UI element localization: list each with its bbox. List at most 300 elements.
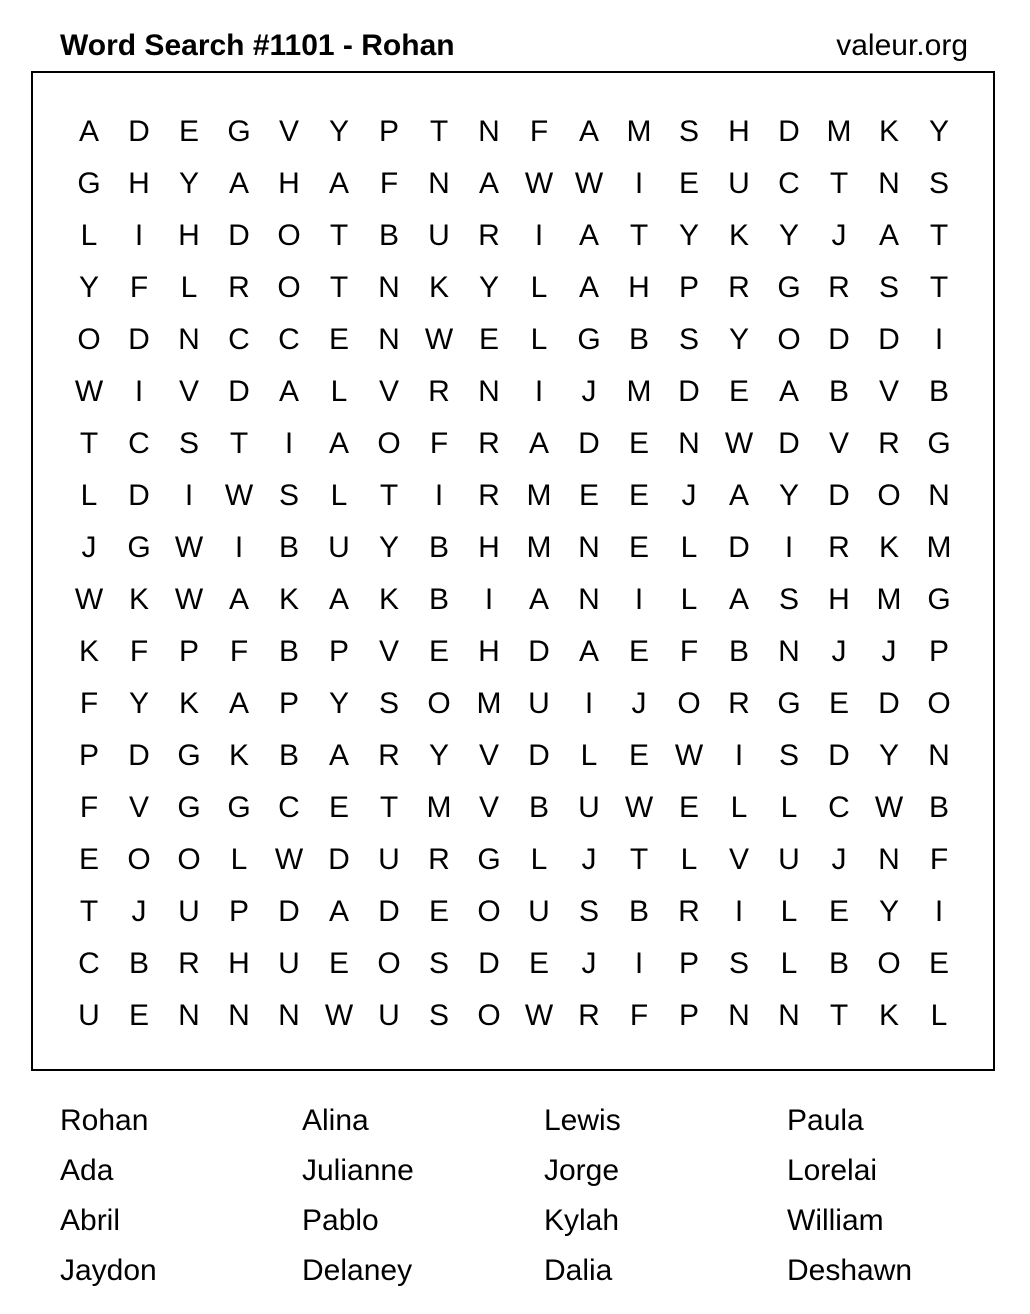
grid-letter: S xyxy=(178,427,199,460)
grid-letter: A xyxy=(328,583,349,616)
grid-letter: W xyxy=(174,583,204,616)
grid-letter: V xyxy=(278,115,299,148)
grid-letter: J xyxy=(581,947,597,980)
grid-letter: W xyxy=(424,323,454,356)
grid-letter: I xyxy=(484,583,494,616)
grid-letter: D xyxy=(778,427,800,460)
grid-letter: E xyxy=(528,947,549,980)
grid-letter: L xyxy=(930,999,948,1032)
grid-letter: A xyxy=(278,375,299,408)
grid-letter: E xyxy=(178,115,199,148)
grid-letter: T xyxy=(79,427,99,460)
grid-letter: A xyxy=(778,375,799,408)
grid-letter: E xyxy=(628,739,649,772)
grid-letter: E xyxy=(678,167,699,200)
grid-letter: T xyxy=(929,219,949,252)
grid-letter: K xyxy=(878,999,899,1032)
grid-letter: O xyxy=(77,323,101,356)
grid-letter: R xyxy=(478,479,500,512)
grid-letter: S xyxy=(678,115,699,148)
grid-letter: K xyxy=(78,635,99,668)
grid-letter: B xyxy=(628,323,649,356)
grid-letter: M xyxy=(526,531,552,564)
grid-letter: G xyxy=(927,427,951,460)
grid-letter: U xyxy=(378,843,400,876)
grid-letter: L xyxy=(230,843,248,876)
grid-letter: T xyxy=(629,219,649,252)
grid-letter: G xyxy=(777,687,801,720)
word-list-item: Deshawn xyxy=(787,1254,913,1287)
grid-letter: M xyxy=(826,115,852,148)
grid-letter: K xyxy=(178,687,199,720)
grid-letter: F xyxy=(629,999,649,1032)
grid-letter: N xyxy=(728,999,750,1032)
grid-letter: O xyxy=(877,947,901,980)
grid-letter: G xyxy=(477,843,501,876)
grid-letter: F xyxy=(529,115,549,148)
grid-letter: O xyxy=(127,843,151,876)
grid-letter: S xyxy=(428,947,449,980)
grid-letter: S xyxy=(278,479,299,512)
grid-letter: F xyxy=(229,635,249,668)
grid-letter: P xyxy=(328,635,349,668)
grid-letter: J xyxy=(81,531,97,564)
grid-letter: E xyxy=(428,635,449,668)
grid-letter: U xyxy=(78,999,100,1032)
grid-letter: F xyxy=(379,167,399,200)
grid-letter: O xyxy=(477,999,501,1032)
grid-letter: H xyxy=(628,271,650,304)
grid-letter: L xyxy=(330,375,348,408)
grid-letter: F xyxy=(679,635,699,668)
grid-letter: W xyxy=(574,167,604,200)
grid-letter: L xyxy=(580,739,598,772)
grid-letter: J xyxy=(581,375,597,408)
grid-letter: O xyxy=(277,219,301,252)
grid-letter: E xyxy=(628,427,649,460)
grid-letter: S xyxy=(778,583,799,616)
word-list-item: Rohan xyxy=(60,1104,149,1137)
grid-letter: U xyxy=(328,531,350,564)
grid-letter: W xyxy=(74,583,104,616)
grid-letter: B xyxy=(128,947,149,980)
grid-letter: D xyxy=(128,323,150,356)
grid-letter: P xyxy=(178,635,199,668)
grid-letter: A xyxy=(478,167,499,200)
grid-letter: C xyxy=(828,791,850,824)
grid-letter: T xyxy=(829,167,849,200)
grid-letter: D xyxy=(878,687,900,720)
grid-letter: L xyxy=(780,947,798,980)
grid-letter: A xyxy=(228,687,249,720)
grid-row xyxy=(64,366,964,418)
grid-letter: N xyxy=(478,115,500,148)
grid-letter: F xyxy=(79,687,99,720)
grid-letter: N xyxy=(678,427,700,460)
grid-letter: J xyxy=(831,635,847,668)
grid-letter: P xyxy=(278,687,299,720)
grid-letter: D xyxy=(128,115,150,148)
grid-letter: E xyxy=(328,791,349,824)
grid-letter: L xyxy=(730,791,748,824)
grid-letter: T xyxy=(329,219,349,252)
grid-letter: R xyxy=(178,947,200,980)
grid-letter: H xyxy=(228,947,250,980)
grid-letter: G xyxy=(227,115,251,148)
grid-letter: U xyxy=(428,219,450,252)
grid-letter: R xyxy=(478,427,500,460)
grid-letter: L xyxy=(780,895,798,928)
grid-letter: B xyxy=(428,583,449,616)
grid-letter: Y xyxy=(878,895,899,928)
grid-letter: Y xyxy=(478,271,499,304)
grid-letter: L xyxy=(530,271,548,304)
grid-letter: B xyxy=(728,635,749,668)
word-list-item: Paula xyxy=(787,1104,864,1137)
grid-letter: R xyxy=(828,271,850,304)
grid-letter: D xyxy=(828,739,850,772)
grid-letter: G xyxy=(927,583,951,616)
grid-row xyxy=(64,782,964,834)
grid-letter: V xyxy=(478,739,499,772)
grid-letter: U xyxy=(578,791,600,824)
grid-letter: T xyxy=(379,791,399,824)
grid-letter: H xyxy=(828,583,850,616)
grid-letter: D xyxy=(278,895,300,928)
grid-letter: U xyxy=(728,167,750,200)
grid-letter: E xyxy=(828,895,849,928)
grid-letter: N xyxy=(278,999,300,1032)
grid-letter: T xyxy=(829,999,849,1032)
grid-letter: B xyxy=(278,739,299,772)
grid-letter: D xyxy=(878,323,900,356)
grid-letter: I xyxy=(634,583,644,616)
site-name: valeur.org xyxy=(836,29,968,62)
grid-letter: M xyxy=(626,375,652,408)
grid-letter: C xyxy=(778,167,800,200)
grid-letter: D xyxy=(728,531,750,564)
grid-letter: B xyxy=(528,791,549,824)
grid-letter: Y xyxy=(328,687,349,720)
grid-letter: I xyxy=(934,895,944,928)
grid-letter: H xyxy=(478,531,500,564)
word-list-item: Abril xyxy=(60,1204,121,1237)
grid-letter: T xyxy=(929,271,949,304)
grid-letter: A xyxy=(578,635,599,668)
grid-letter: M xyxy=(876,583,902,616)
grid-letter: I xyxy=(534,219,544,252)
grid-letter: U xyxy=(528,895,550,928)
grid-letter: D xyxy=(678,375,700,408)
grid-letter: E xyxy=(628,479,649,512)
grid-letter: O xyxy=(177,843,201,876)
grid-letter: O xyxy=(277,271,301,304)
grid-letter: V xyxy=(828,427,849,460)
page-title: Word Search #1101 - Rohan xyxy=(60,29,455,62)
grid-letter: H xyxy=(278,167,300,200)
grid-letter: I xyxy=(234,531,244,564)
grid-letter: G xyxy=(227,791,251,824)
grid-letter: B xyxy=(278,531,299,564)
grid-letter: M xyxy=(526,479,552,512)
grid-letter: U xyxy=(378,999,400,1032)
grid-row xyxy=(64,990,964,1042)
grid-letter: U xyxy=(528,687,550,720)
grid-letter: M xyxy=(926,531,952,564)
grid-letter: U xyxy=(178,895,200,928)
grid-letter: L xyxy=(530,323,548,356)
grid-letter: Y xyxy=(878,739,899,772)
grid-letter: B xyxy=(628,895,649,928)
grid-letter: O xyxy=(777,323,801,356)
grid-letter: A xyxy=(228,167,249,200)
grid-letter: L xyxy=(780,791,798,824)
grid-letter: I xyxy=(784,531,794,564)
letter-grid xyxy=(64,106,964,1042)
grid-letter: G xyxy=(77,167,101,200)
grid-row xyxy=(64,470,964,522)
grid-letter: O xyxy=(927,687,951,720)
grid-letter: O xyxy=(477,895,501,928)
word-list-item: Jorge xyxy=(544,1154,620,1187)
grid-letter: N xyxy=(228,999,250,1032)
grid-letter: P xyxy=(928,635,949,668)
grid-letter: Y xyxy=(728,323,749,356)
grid-letter: W xyxy=(624,791,654,824)
grid-letter: I xyxy=(934,323,944,356)
grid-letter: B xyxy=(428,531,449,564)
grid-letter: H xyxy=(128,167,150,200)
grid-letter: R xyxy=(678,895,700,928)
grid-letter: D xyxy=(228,375,250,408)
grid-letter: L xyxy=(530,843,548,876)
grid-letter: F xyxy=(129,635,149,668)
grid-letter: O xyxy=(377,947,401,980)
word-list-item: Jaydon xyxy=(60,1254,157,1287)
grid-letter: G xyxy=(127,531,151,564)
grid-letter: N xyxy=(378,271,400,304)
grid-letter: K xyxy=(128,583,149,616)
puzzle-frame xyxy=(31,71,995,1071)
grid-letter: L xyxy=(680,843,698,876)
word-list-item: Dalia xyxy=(544,1254,613,1287)
grid-letter: N xyxy=(878,167,900,200)
grid-letter: T xyxy=(229,427,249,460)
grid-letter: N xyxy=(178,999,200,1032)
grid-letter: S xyxy=(678,323,699,356)
grid-letter: U xyxy=(278,947,300,980)
grid-letter: J xyxy=(881,635,897,668)
grid-letter: E xyxy=(428,895,449,928)
grid-letter: W xyxy=(724,427,754,460)
grid-letter: R xyxy=(228,271,250,304)
grid-letter: U xyxy=(778,843,800,876)
grid-letter: K xyxy=(378,583,399,616)
grid-row xyxy=(64,886,964,938)
grid-row xyxy=(64,678,964,730)
grid-letter: F xyxy=(429,427,449,460)
grid-letter: H xyxy=(178,219,200,252)
grid-letter: A xyxy=(878,219,899,252)
grid-letter: N xyxy=(928,479,950,512)
grid-letter: A xyxy=(328,739,349,772)
grid-letter: N xyxy=(478,375,500,408)
grid-letter: L xyxy=(330,479,348,512)
grid-letter: N xyxy=(428,167,450,200)
grid-letter: V xyxy=(728,843,749,876)
word-list-item: Pablo xyxy=(302,1204,379,1237)
grid-letter: O xyxy=(677,687,701,720)
grid-letter: S xyxy=(578,895,599,928)
grid-letter: J xyxy=(831,843,847,876)
grid-letter: E xyxy=(78,843,99,876)
grid-letter: R xyxy=(428,843,450,876)
grid-letter: P xyxy=(78,739,99,772)
grid-letter: D xyxy=(128,479,150,512)
grid-letter: N xyxy=(578,531,600,564)
grid-letter: S xyxy=(928,167,949,200)
grid-row xyxy=(64,158,964,210)
grid-letter: W xyxy=(524,999,554,1032)
grid-letter: C xyxy=(278,323,300,356)
grid-letter: Y xyxy=(78,271,99,304)
grid-letter: B xyxy=(828,947,849,980)
grid-letter: A xyxy=(578,219,599,252)
grid-letter: D xyxy=(828,479,850,512)
grid-letter: D xyxy=(128,739,150,772)
grid-letter: E xyxy=(928,947,949,980)
grid-letter: G xyxy=(777,271,801,304)
grid-letter: W xyxy=(874,791,904,824)
grid-letter: C xyxy=(78,947,100,980)
word-list-item: Julianne xyxy=(302,1154,414,1187)
word-list-item: Delaney xyxy=(302,1254,413,1287)
grid-letter: O xyxy=(877,479,901,512)
grid-letter: I xyxy=(284,427,294,460)
grid-letter: E xyxy=(328,947,349,980)
grid-letter: R xyxy=(378,739,400,772)
grid-letter: I xyxy=(634,947,644,980)
grid-letter: J xyxy=(681,479,697,512)
grid-letter: A xyxy=(728,479,749,512)
grid-letter: P xyxy=(678,999,699,1032)
word-list-item: Kylah xyxy=(544,1204,620,1237)
word-list-item: Lewis xyxy=(544,1104,621,1137)
grid-letter: E xyxy=(328,323,349,356)
grid-letter: A xyxy=(528,427,549,460)
grid-letter: H xyxy=(478,635,500,668)
grid-letter: R xyxy=(728,687,750,720)
grid-letter: V xyxy=(178,375,199,408)
grid-letter: E xyxy=(628,635,649,668)
grid-letter: D xyxy=(228,219,250,252)
grid-row xyxy=(64,522,964,574)
grid-letter: A xyxy=(578,115,599,148)
grid-letter: M xyxy=(626,115,652,148)
grid-letter: E xyxy=(478,323,499,356)
grid-letter: T xyxy=(79,895,99,928)
grid-letter: E xyxy=(578,479,599,512)
grid-letter: S xyxy=(378,687,399,720)
grid-letter: A xyxy=(78,115,99,148)
grid-letter: V xyxy=(378,635,399,668)
grid-letter: G xyxy=(577,323,601,356)
grid-letter: T xyxy=(329,271,349,304)
grid-letter: I xyxy=(184,479,194,512)
grid-letter: L xyxy=(680,531,698,564)
grid-letter: Y xyxy=(778,219,799,252)
grid-letter: D xyxy=(328,843,350,876)
grid-letter: D xyxy=(528,635,550,668)
grid-row xyxy=(64,574,964,626)
grid-letter: V xyxy=(478,791,499,824)
grid-letter: R xyxy=(878,427,900,460)
grid-letter: N xyxy=(778,999,800,1032)
grid-letter: W xyxy=(324,999,354,1032)
grid-letter: N xyxy=(178,323,200,356)
grid-letter: F xyxy=(79,791,99,824)
grid-letter: K xyxy=(228,739,249,772)
grid-letter: A xyxy=(328,895,349,928)
grid-row xyxy=(64,834,964,886)
grid-letter: R xyxy=(428,375,450,408)
grid-row xyxy=(64,626,964,678)
grid-letter: W xyxy=(524,167,554,200)
grid-letter: O xyxy=(427,687,451,720)
grid-letter: N xyxy=(578,583,600,616)
grid-row xyxy=(64,730,964,782)
grid-row xyxy=(64,210,964,262)
grid-letter: T xyxy=(629,843,649,876)
word-list-item: Alina xyxy=(302,1104,369,1137)
grid-letter: F xyxy=(929,843,949,876)
grid-letter: K xyxy=(878,531,899,564)
grid-letter: N xyxy=(928,739,950,772)
grid-letter: D xyxy=(378,895,400,928)
grid-letter: K xyxy=(428,271,449,304)
grid-letter: R xyxy=(828,531,850,564)
grid-letter: D xyxy=(528,739,550,772)
grid-letter: D xyxy=(478,947,500,980)
grid-letter: N xyxy=(378,323,400,356)
grid-letter: R xyxy=(578,999,600,1032)
word-list-item: Ada xyxy=(60,1154,114,1187)
grid-letter: B xyxy=(928,375,949,408)
grid-letter: W xyxy=(74,375,104,408)
grid-letter: I xyxy=(134,375,144,408)
grid-letter: Y xyxy=(128,687,149,720)
grid-letter: E xyxy=(828,687,849,720)
grid-letter: C xyxy=(128,427,150,460)
grid-letter: A xyxy=(728,583,749,616)
grid-letter: R xyxy=(478,219,500,252)
grid-letter: J xyxy=(581,843,597,876)
grid-letter: W xyxy=(174,531,204,564)
word-list-item: William xyxy=(787,1204,884,1237)
grid-letter: I xyxy=(584,687,594,720)
grid-letter: S xyxy=(778,739,799,772)
grid-row xyxy=(64,314,964,366)
grid-letter: S xyxy=(878,271,899,304)
grid-letter: P xyxy=(678,947,699,980)
grid-letter: W xyxy=(674,739,704,772)
grid-letter: K xyxy=(878,115,899,148)
grid-letter: L xyxy=(180,271,198,304)
grid-letter: J xyxy=(831,219,847,252)
grid-letter: E xyxy=(678,791,699,824)
grid-letter: P xyxy=(378,115,399,148)
grid-letter: A xyxy=(328,427,349,460)
